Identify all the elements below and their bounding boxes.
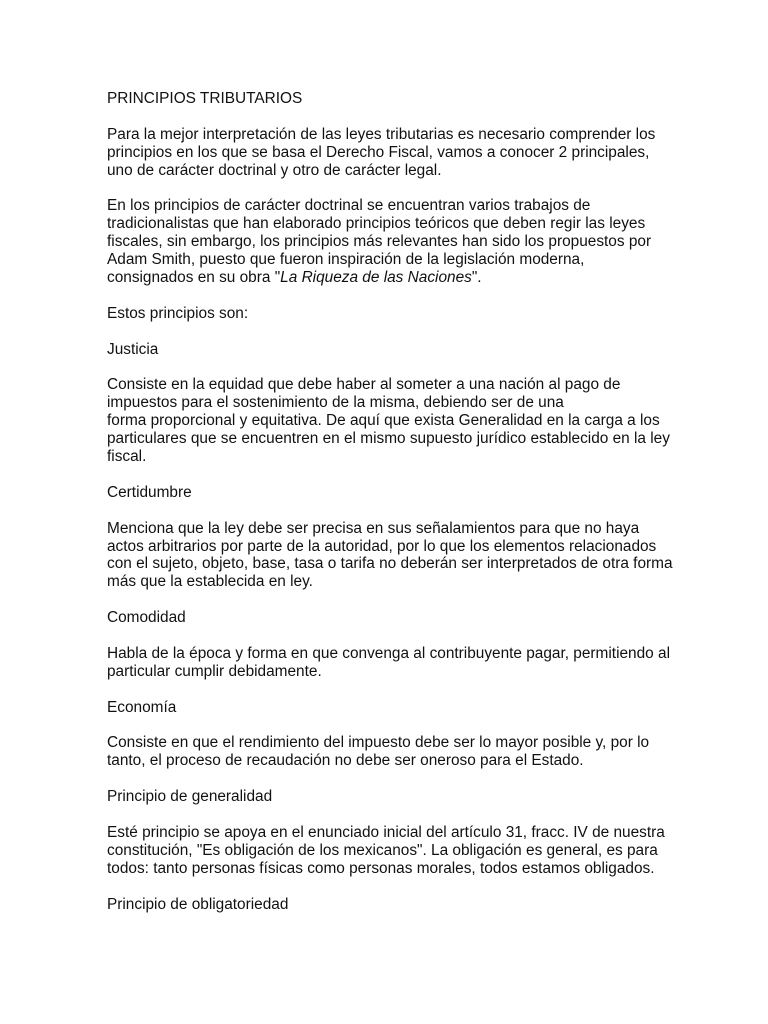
certidumbre-paragraph [107, 520, 678, 592]
text-line: Menciona que la ley debe ser precisa en sus señalamientos para que no haya [107, 519, 640, 537]
generalidad-paragraph [107, 824, 678, 878]
text-line: fiscal. [107, 448, 147, 466]
text-line: principios en los que se basa el Derecho Fiscal, vamos a conocer 2 principales, [107, 143, 650, 161]
text-line: Consiste en la equidad que debe haber al someter a una nación al pago de [107, 376, 621, 394]
text-line: impuestos para el sostenimiento de la misma, debiendo ser de una [107, 394, 564, 412]
text-line: tradicionalistas que han elaborado principios teóricos que deben regir las leyes [107, 215, 646, 233]
text-line [107, 269, 678, 287]
text-line: fiscales, sin embargo, los principios más relevantes han sido los propuestos por [107, 233, 652, 251]
section-heading-comodidad: Comodidad [107, 609, 186, 627]
text-line: Esté principio se apoya en el enunciado inicial del artículo 31, fracc. IV de nuestra [107, 823, 665, 841]
text-fragment: consignados en su obra " [107, 269, 281, 287]
text-fragment: ". [471, 269, 482, 287]
text-line: En los principios de carácter doctrinal se encuentran varios trabajos de [107, 197, 591, 215]
principles-intro: Estos principios son: [107, 304, 249, 322]
text-line: particulares que se encuentren en el mismo supuesto jurídico establecido en la ley [107, 430, 670, 448]
doctrinal-paragraph [107, 197, 678, 287]
text-line: con el sujeto, objeto, base, tasa o tarifa no deberán ser interpretados de otra forma [107, 555, 673, 573]
text-line: Para la mejor interpretación de las leyes tributarias es necesario comprender los [107, 125, 656, 143]
text-line: más que la establecida en ley. [107, 573, 313, 591]
text-line: Consiste en que el rendimiento del impuesto debe ser lo mayor posible y, por lo [107, 734, 650, 752]
text-line: Habla de la época y forma en que convenga al contribuyente pagar, permitiendo al [107, 644, 670, 662]
section-heading-justicia: Justicia [107, 340, 159, 358]
economia-paragraph [107, 734, 678, 770]
section-heading-obligatoriedad: Principio de obligatoriedad [107, 895, 289, 913]
book-title: La Riqueza de las Naciones [280, 269, 472, 287]
section-heading-certidumbre: Certidumbre [107, 483, 192, 501]
section-heading-economia: Economía [107, 698, 177, 716]
text-line: Adam Smith, puesto que fueron inspiración de la legislación moderna, [107, 251, 585, 269]
text-line: actos arbitrarios por parte de la autoridad, por lo que los elementos relacionados [107, 537, 657, 555]
document-title: PRINCIPIOS TRIBUTARIOS [107, 90, 303, 107]
text-line: uno de carácter doctrinal y otro de carácter legal. [107, 161, 442, 179]
text-line: todos: tanto personas físicas como personas morales, todos estamos obligados. [107, 859, 655, 877]
intro-paragraph [107, 126, 678, 180]
comodidad-paragraph [107, 645, 678, 681]
text-line: tanto, el proceso de recaudación no debe ser oneroso para el Estado. [107, 752, 584, 770]
text-line: constitución, "Es obligación de los mexicanos". La obligación es general, es para [107, 841, 658, 859]
text-line: particular cumplir debidamente. [107, 662, 322, 680]
justicia-paragraph [107, 376, 678, 466]
text-line: forma proporcional y equitativa. De aquí que exista Generalidad en la carga a los [107, 412, 660, 430]
section-heading-generalidad: Principio de generalidad [107, 788, 273, 806]
